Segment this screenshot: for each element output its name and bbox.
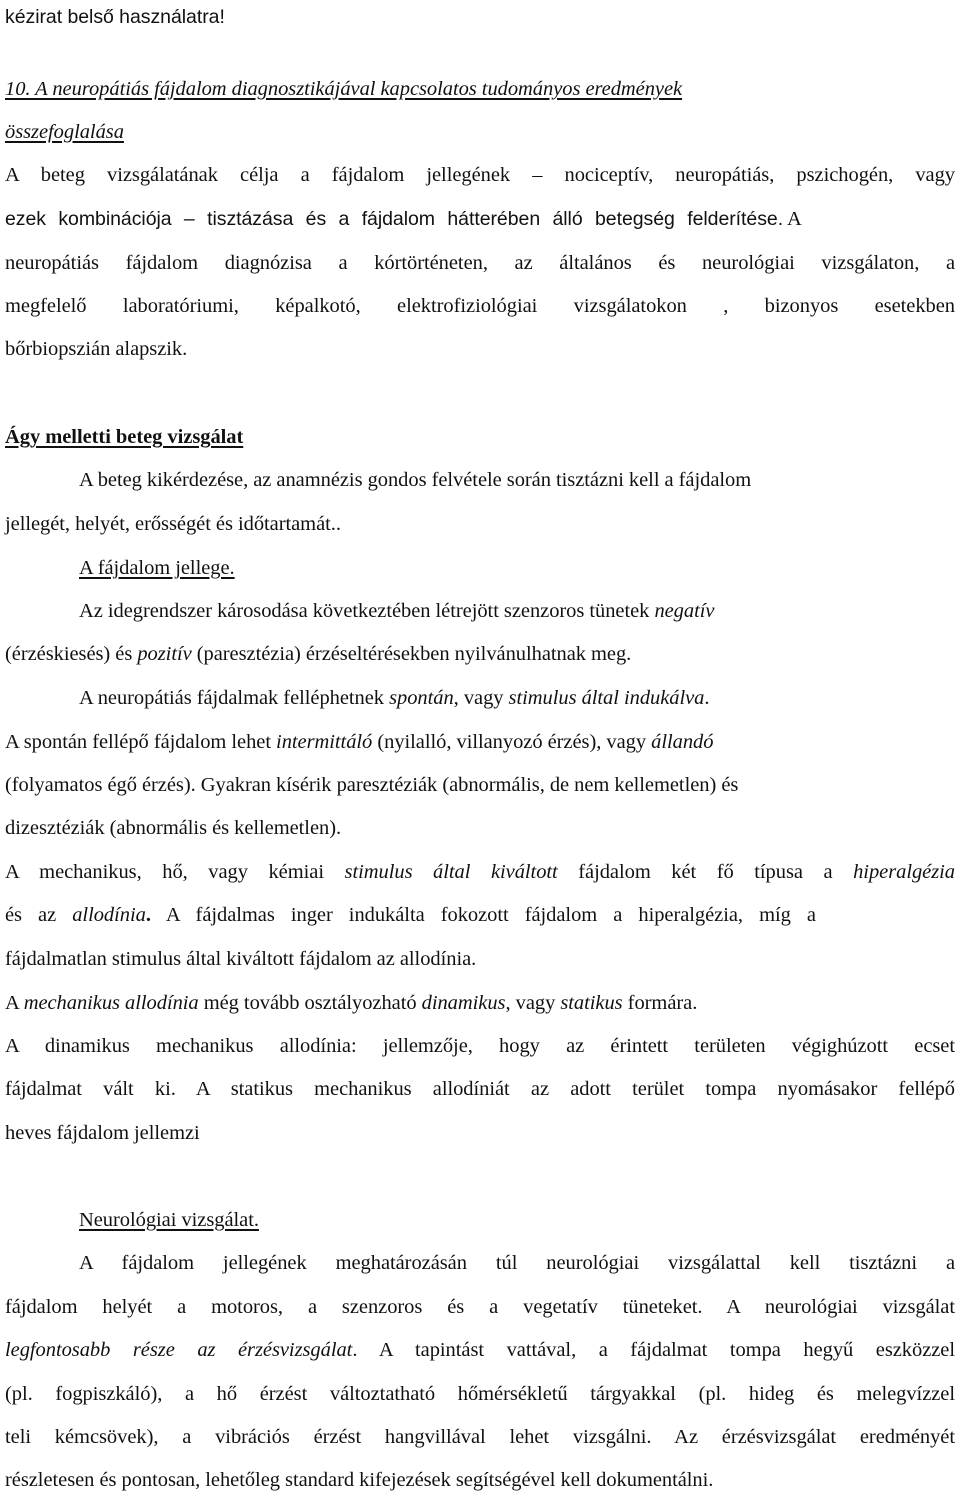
bedside-line (5, 729, 955, 755)
neuro-heading: Neurológiai vizsgálat. (79, 1209, 259, 1231)
bedside-heading: Ágy melletti beteg vizsgálat (5, 426, 244, 448)
text: Az idegrendszer károsodása következtében létrejött szenzoros tünetek (79, 600, 655, 622)
pain-character-subheading: A fájdalom jellege. (79, 557, 235, 579)
intro-sans-text: ezek kombinációja – tisztázása és a fájdalom hátterében álló betegség felderítése. (5, 208, 784, 230)
emphasis: dinamikus (421, 992, 506, 1014)
text: (érzéskiesés) és (5, 643, 138, 665)
emphasis: stimulus által kiváltott (344, 861, 558, 883)
intro-line: neuropátiás fájdalom diagnózisa a kórtörténeten, az általános és neurológiai vizsgálaton, a (5, 252, 955, 274)
neuro-line: részletesen és pontosan, lehetőleg standard kifejezések segítségével kell dokumentálni. (5, 1469, 714, 1491)
emphasis: hiperalgézia (853, 861, 955, 883)
text: A (5, 992, 24, 1014)
bedside-line: A dinamikus mechanikus allodínia: jellemzője, hogy az érintett területen végighúzott ecset (5, 1035, 955, 1057)
emphasis: legfontosabb része az érzésvizsgálat (5, 1339, 353, 1361)
emphasis: mechanikus allodínia (23, 992, 199, 1014)
intro-text: A (783, 208, 802, 230)
bedside-line (79, 598, 955, 624)
text: formára. (622, 992, 698, 1014)
text: , vagy (505, 992, 561, 1014)
bedside-line (5, 641, 955, 667)
bedside-line (5, 990, 955, 1016)
bedside-line: fájdalmatlan stimulus által kiváltott fájdalom az allodínia. (5, 948, 477, 970)
intro-line: megfelelő laboratóriumi, képalkotó, elektrofiziológiai vizsgálatokon , bizonyos esetekben (5, 295, 955, 317)
bedside-line (5, 902, 955, 928)
neuro-line: teli kémcsövek), a vibrációs érzést hangvillával lehet vizsgálni. Az érzésvizsgálat eredményét (5, 1426, 955, 1448)
emphasis: pozitív (137, 643, 192, 665)
neuro-line: fájdalom helyét a motoros, a szenzoros és a vegetatív tüneteket. A neurológiai vizsgálat (5, 1296, 955, 1318)
bedside-line: fájdalmat vált ki. A statikus mechanikus allodíniát az adott terület tompa nyomásakor fellépő (5, 1078, 955, 1100)
text: fájdalom két fő típusa a (557, 861, 854, 883)
section-title-line1: 10. A neuropátiás fájdalom diagnosztikájával kapcsolatos tudományos eredmények (5, 78, 683, 100)
text: A mechanikus, hő, vagy kémiai (5, 861, 345, 883)
text: A fájdalmas inger indukálta fokozott fájdalom a hiperalgézia, míg a (150, 904, 816, 926)
text: A spontán fellépő fájdalom lehet (5, 731, 277, 753)
text: , vagy (453, 687, 509, 709)
bedside-line (79, 685, 955, 711)
bedside-line: jellegét, helyét, erősségét és időtartamát.. (5, 513, 341, 535)
intro-line (5, 206, 955, 232)
emphasis: statikus (560, 992, 623, 1014)
bedside-line: A beteg kikérdezése, az anamnézis gondos felvétele során tisztázni kell a fájdalom (79, 469, 752, 491)
emphasis: intermittáló (276, 731, 373, 753)
bedside-line: (folyamatos égő érzés). Gyakran kísérik paresztéziák (abnormális, de nem kellemetlen) és (5, 774, 739, 796)
intro-line: A beteg vizsgálatának célja a fájdalom jellegének – nociceptív, neuropátiás, pszichogén, vagy (5, 164, 955, 186)
emphasis: negatív (654, 600, 715, 622)
emphasis: spontán (389, 687, 454, 709)
text: (paresztézia) érzéseltérésekben nyilvánulhatnak meg. (191, 643, 632, 665)
bedside-line: heves fájdalom jellemzi (5, 1122, 200, 1144)
text: még tovább osztályozható (198, 992, 422, 1014)
bedside-line: dizesztéziák (abnormális és kellemetlen). (5, 817, 342, 839)
bedside-line (5, 859, 955, 885)
emphasis: állandó (651, 731, 714, 753)
neuro-line: (pl. fogpiszkáló), a hő érzést változtatható hőmérsékletű tárgyakkal (pl. hideg és melegvízzel (5, 1383, 955, 1405)
neuro-line (5, 1337, 955, 1363)
intro-line: bőrbiopszián alapszik. (5, 338, 188, 360)
header-note: kézirat belső használatra! (5, 6, 225, 28)
emphasis: stimulus által indukálva (508, 687, 705, 709)
text: és az (5, 904, 73, 926)
text: (nyilalló, villanyozó érzés), vagy (372, 731, 652, 753)
section-title-line2: összefoglalása (5, 121, 124, 143)
emphasis: allodínia (72, 904, 146, 926)
text: . A tapintást vattával, a fájdalmat tompa hegyű eszközzel (352, 1339, 955, 1361)
text: A neuropátiás fájdalmak felléphetnek (79, 687, 390, 709)
text: . (704, 687, 710, 709)
neuro-line: A fájdalom jellegének meghatározásán túl neurológiai vizsgálattal kell tisztázni a (79, 1252, 955, 1274)
text: . (145, 904, 151, 926)
